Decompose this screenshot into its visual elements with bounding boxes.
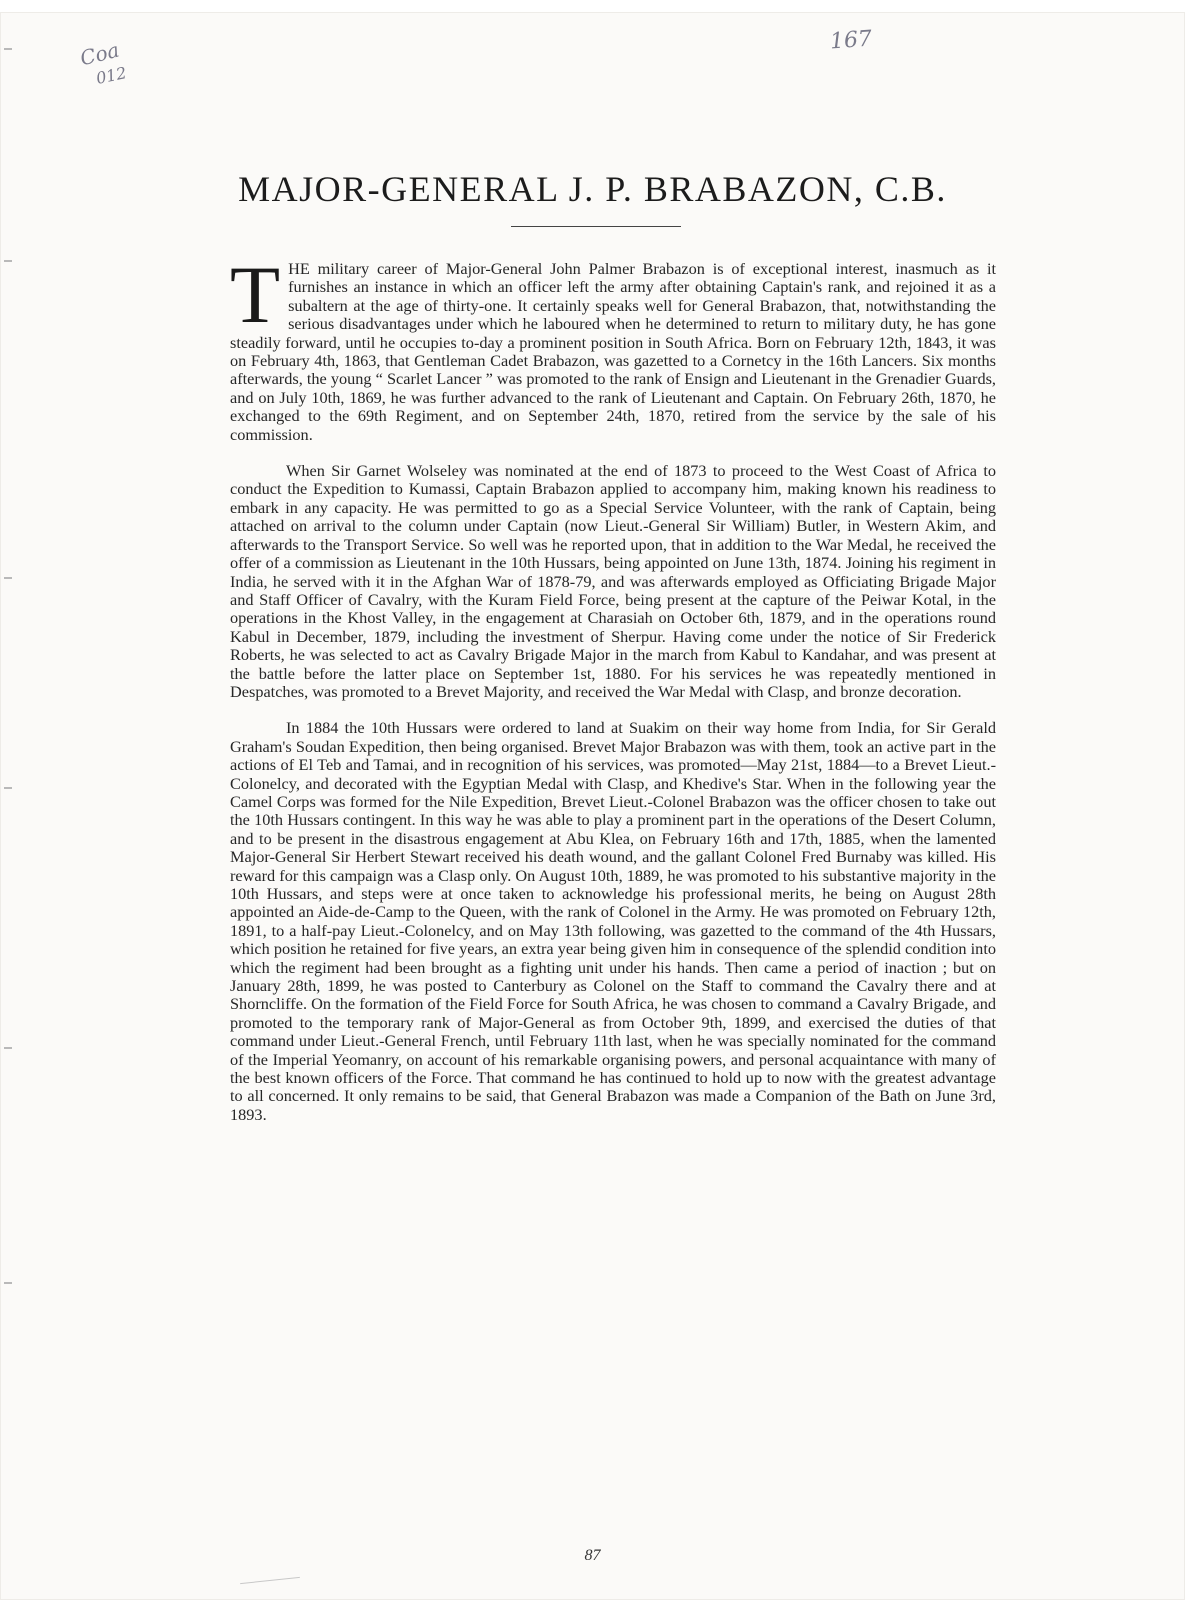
binding-mark: [4, 1282, 12, 1284]
article-title: MAJOR-GENERAL J. P. BRABAZON, C.B.: [238, 169, 947, 209]
binding-mark: [4, 1047, 12, 1049]
paragraph-3: In 1884 the 10th Hussars were ordered to land at Suakim on their way home from India, for Sir Gerald Graham's Soudan Expedition, then being organised. Brevet Major Brabazon was with them, took an active part in the actions of El Teb and Tamai, and in recognition of his services, was promoted—May 21st, 1884—to a Brevet Lieut.-Colonelcy, and decorated with the Egyptian Medal with Clasp, and Khedive's Star. When in the following year the Camel Corps was formed for the Nile Expedition, Brevet Lieut.-Colonel Brabazon was the officer chosen to take out the 10th Hussars contingent. In this way he was able to play a prominent part in the operations of the Desert Column, and to be present in the disastrous engagement at Abu Klea, on February 16th and 17th, 1885, when the lamented Major-General Sir Herbert Stewart received his death wound, and the gallant Colonel Fred Burnaby was killed. His reward for this campaign was a Clasp only. On August 10th, 1889, he was promoted to his substantive majority in the 10th Hussars, and steps were at once taken to acknowledge his professional merits, he being on August 28th appointed an Aide-de-Camp to the Queen, with the rank of Colonel in the Army. He was promoted on February 12th, 1891, to a half-pay Lieut.-Colonelcy, and on May 13th following, was gazetted to the command of the 4th Hussars, which position he retained for five years, an extra year being given him in consequence of the splendid condition into which the regiment had been brought as a fighting unit under his hands. Then came a period of inaction ; but on January 28th, 1899, he was posted to Canterbury as Colonel on the Staff to command the Cavalry there and at Shorncliffe. On the formation of the Field Force for South Africa, he was chosen to command a Cavalry Brigade, and promoted to the temporary rank of Major-General as from October 9th, 1899, and exercised the duties of that command under Lieut.-General French, until February 11th last, when he was specially nominated for the command of the Imperial Yeomanry, on account of his remarkable organising powers, and personal acquaintance with many of the best known officers of the Force. That command he has continued to hold up to now with the greatest advantage to all concerned. It only remains to be said, that General Brabazon was made a Companion of the Bath on June 3rd, 1893.: [230, 718, 996, 1124]
page-number: 87: [584, 1547, 601, 1564]
handwritten-note-left-number: 012: [94, 63, 129, 88]
document-page: [0, 12, 1185, 1600]
paragraph-2: When Sir Garnet Wolseley was nominated at the end of 1873 to proceed to the West Coast of Africa to conduct the Expedition to Kumassi, Captain Brabazon applied to accompany him, making known his readiness to embark in any capacity. He was permitted to go as a Special Service Volunteer, with the rank of Captain, being attached on arrival to the column under Captain (now Lieut.-General Sir William) Butler, in Western Akim, and afterwards to the Transport Service. So well was he reported upon, that in addition to the War Medal, he received the offer of a commission as Lieutenant in the 10th Hussars, being appointed on June 13th, 1874. Joining his regiment in India, he served with it in the Afghan War of 1878-79, and was afterwards employed as Officiating Brigade Major and Staff Officer of Cavalry, with the Kuram Field Force, being present at the capture of the Peiwar Kotal, in the operations in the Khost Valley, in the engagement at Charasiah on October 6th, 1879, and in the operations round Kabul in December, 1879, including the investment of Sherpur. Having come under the notice of Sir Frederick Roberts, he was selected to act as Cavalry Brigade Major in the march from Kabul to Kandahar, and was present at the battle before the latter place on September 1st, 1880. For his services he was repeatedly mentioned in Despatches, was promoted to a Brevet Majority, and received the War Medal with Clasp, and bronze decoration.: [230, 461, 996, 701]
paragraph-1-text: HE military career of Major-General John Palmer Brabazon is of exceptional interest, inasmuch as it furnishes an instance in which an officer left the army after obtaining Captain's rank, and rejoined it as a subaltern at the age of thirty-one. It certainly speaks well for General Brabazon, that, notwithstanding the serious disadvantages under which he laboured when he determined to return to military duty, he has gone steadily forward, until he occupies to-day a prominent position in South Africa. Born on February 12th, 1843, it was on February 4th, 1863, that Gentleman Cadet Brabazon, was gazetted to a Cornetcy in the 16th Lancers. Six months afterwards, the young “ Scarlet Lancer ” was promoted to the rank of Ensign and Lieutenant in the Grenadier Guards, and on July 10th, 1869, he was further advanced to the rank of Lieutenant and Captain. On February 26th, 1870, he exchanged to the 69th Regiment, and on September 24th, 1870, retired from the service by the sale of his commission.: [230, 259, 996, 444]
paper-fold-line: [240, 1577, 300, 1584]
handwritten-note-right: 167: [829, 26, 873, 55]
title-divider: [511, 226, 681, 227]
article-body: [230, 249, 996, 1142]
binding-mark: [4, 787, 12, 789]
paragraph-1: [230, 249, 996, 444]
binding-mark: [4, 260, 12, 262]
drop-cap: T: [230, 249, 281, 340]
handwritten-note-left: Coa: [77, 37, 122, 71]
binding-mark: [4, 48, 12, 50]
binding-mark: [4, 577, 12, 579]
